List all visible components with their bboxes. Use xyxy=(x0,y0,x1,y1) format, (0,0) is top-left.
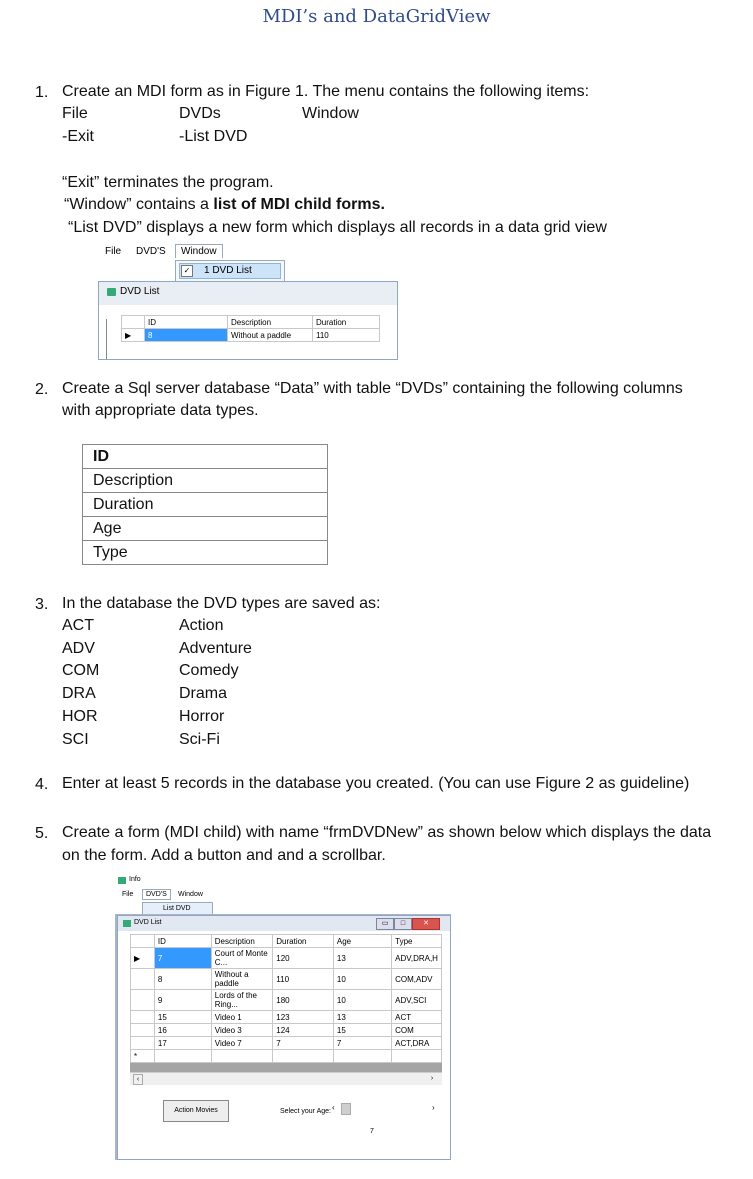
chevron-left-icon[interactable]: ‹ xyxy=(332,1103,335,1112)
exit-note: “Exit” terminates the program. xyxy=(62,174,274,191)
q2-number: 2. xyxy=(35,381,49,398)
fig2-grid-area xyxy=(130,934,442,1084)
column-id: ID xyxy=(83,445,328,469)
type-name: Horror xyxy=(179,708,225,725)
form-icon xyxy=(118,877,126,884)
type-code: ACT xyxy=(62,617,94,634)
type-name: Drama xyxy=(179,685,228,702)
column-age: Age xyxy=(83,517,328,541)
table-row[interactable]: 9 Lords of the Ring... 180 10 ADV,SCI xyxy=(131,990,442,1011)
row-pointer-icon: ▶ xyxy=(131,948,155,969)
type-name: Action xyxy=(179,617,224,634)
fig1-grid xyxy=(121,315,380,342)
q4-number: 4. xyxy=(35,776,49,793)
figure-1 xyxy=(95,243,398,358)
minimize-button[interactable]: ▭ xyxy=(376,918,394,930)
q5-line2: on the form. Add a button and and a scrollbar. xyxy=(62,847,386,864)
q5-number: 5. xyxy=(35,825,49,842)
fig2-child-title: DVD List xyxy=(134,919,162,926)
fig1-child-title: DVD List xyxy=(120,286,160,297)
menu-sub-exit: -Exit xyxy=(62,128,94,145)
table-row[interactable]: ▶ 7 Court of Monte C... 120 13 ADV,DRA,H xyxy=(131,948,442,969)
q5-line1: Create a form (MDI child) with name “frmDVDNew” as shown below which displays the data xyxy=(62,824,712,841)
table-row[interactable]: 15 Video 1 123 13 ACT xyxy=(131,1011,442,1024)
fig1-col-description: Description xyxy=(228,316,313,329)
table-row[interactable]: 17 Video 7 7 7 ACT,DRA xyxy=(131,1037,442,1050)
column-description: Description xyxy=(83,469,328,493)
action-movies-button[interactable]: Action Movies xyxy=(163,1100,229,1122)
type-name: Comedy xyxy=(179,662,239,679)
fig1-menu-dvds: DVD'S xyxy=(136,246,166,257)
q1-text: Create an MDI form as in Figure 1. The menu contains the following items: xyxy=(62,83,590,100)
form-icon xyxy=(107,288,116,296)
q2-line2: with appropriate data types. xyxy=(62,402,259,419)
type-code: DRA xyxy=(62,685,96,702)
type-code: ADV xyxy=(62,640,95,657)
check-icon: ✓ xyxy=(181,265,193,277)
scroll-thumb[interactable] xyxy=(341,1103,351,1115)
column-type: Type xyxy=(83,541,328,565)
figure-2 xyxy=(115,874,451,1160)
fig1-dropdown-item: 1 DVD List xyxy=(204,265,252,276)
fig1-menu-window: Window xyxy=(175,244,223,258)
fig1-menu-file: File xyxy=(105,246,122,257)
type-code: SCI xyxy=(62,731,89,748)
menu-sub-list-dvd: -List DVD xyxy=(179,128,248,145)
chevron-left-icon[interactable]: ‹ xyxy=(133,1074,143,1085)
menu-header-file: File xyxy=(62,105,88,122)
q3-text: In the database the DVD types are saved as: xyxy=(62,595,381,612)
form-icon xyxy=(123,920,131,927)
fig2-col-type: Type xyxy=(392,935,442,948)
type-code: COM xyxy=(62,662,100,679)
age-value: 7 xyxy=(370,1128,374,1135)
age-label: Select your Age: xyxy=(280,1108,331,1115)
menu-header-window: Window xyxy=(302,105,359,122)
q2-line1: Create a Sql server database “Data” with table “DVDs” containing the following columns xyxy=(62,380,683,397)
close-button[interactable]: ✕ xyxy=(412,918,440,930)
q3-number: 3. xyxy=(35,596,49,613)
menu-header-dvds: DVDs xyxy=(179,105,221,122)
table-row[interactable]: 16 Video 3 124 15 COM xyxy=(131,1024,442,1037)
window-note: “Window” contains a list of MDI child forms. xyxy=(64,196,385,213)
fig1-child-window xyxy=(98,281,398,360)
type-code: HOR xyxy=(62,708,98,725)
list-note: “List DVD” displays a new form which displays all records in a data grid view xyxy=(68,219,607,236)
fig1-col-id: ID xyxy=(145,316,228,329)
maximize-button[interactable]: □ xyxy=(394,918,412,930)
fig2-menu-file: File xyxy=(122,891,134,898)
columns-table xyxy=(82,444,328,565)
chevron-right-icon[interactable]: › xyxy=(430,1075,434,1082)
q4-text: Enter at least 5 records in the database you created. (You can use Figure 2 as guideline) xyxy=(62,775,690,792)
q1-number: 1. xyxy=(35,84,49,101)
row-pointer-icon: ▶ xyxy=(122,329,145,342)
table-row[interactable]: 8 Without a paddle 110 10 COM,ADV xyxy=(131,969,442,990)
fig2-menu-window: Window xyxy=(178,891,203,898)
fig2-col-id: ID xyxy=(154,935,211,948)
table-row-new[interactable] xyxy=(131,1050,442,1063)
fig2-menu-dvds: DVD'S xyxy=(142,889,171,900)
fig2-child-window xyxy=(117,915,451,1160)
fig1-dropdown xyxy=(175,260,285,282)
column-duration: Duration xyxy=(83,493,328,517)
new-row-icon: * xyxy=(131,1050,155,1063)
age-scrollbar[interactable] xyxy=(332,1102,440,1114)
fig2-col-description: Description xyxy=(211,935,273,948)
fig2-app-title: Info xyxy=(129,876,141,883)
type-name: Sci-Fi xyxy=(179,731,220,748)
fig2-grid xyxy=(130,934,442,1063)
fig2-horizontal-scrollbar[interactable] xyxy=(130,1072,442,1085)
chevron-right-icon[interactable]: › xyxy=(432,1103,435,1112)
table-row[interactable]: ▶ 8 Without a paddle 110 xyxy=(122,329,380,342)
page-title: MDI’s and DataGridView xyxy=(262,6,491,27)
fig2-dropdown-item: List DVD xyxy=(163,905,191,912)
fig2-col-duration: Duration xyxy=(273,935,334,948)
fig1-col-duration: Duration xyxy=(313,316,380,329)
type-name: Adventure xyxy=(179,640,252,657)
fig2-col-age: Age xyxy=(333,935,391,948)
